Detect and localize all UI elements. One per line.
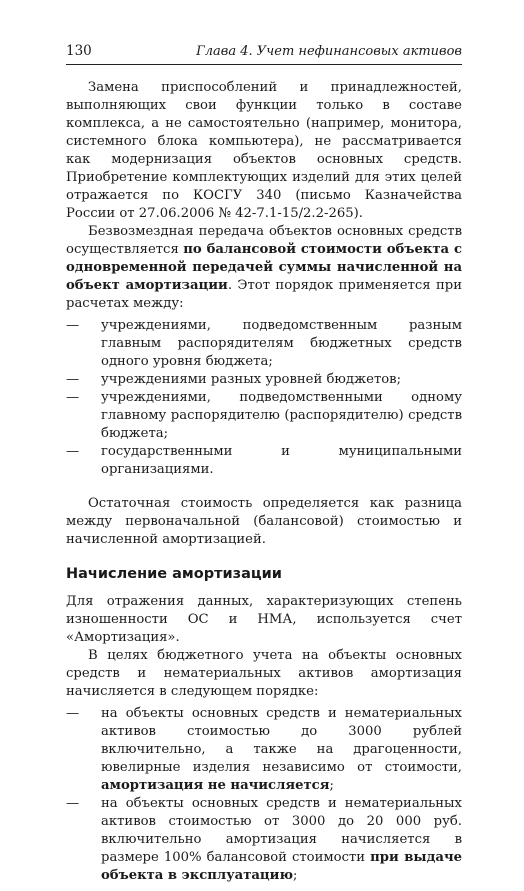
list-item [66, 795, 462, 885]
transfer-parties-list [66, 317, 462, 479]
list-item-bold: амортизация не начисляется [101, 778, 330, 793]
list-item: — учреждениями разных уровней бюджетов; [66, 371, 462, 389]
paragraph-free-transfer-bold: по балансовой стоимости объекта с одновременной передачей суммы начисленной на объект амортизации [66, 242, 462, 293]
list-item: — государственными и муниципальными организациями. [66, 443, 462, 479]
paragraph-component-replacement: Замена приспособлений и принадлежностей, выполняющих свои функции только в составе комплекса, а не самостоятельно (например, монитора, системного блока компьютера), не рассматривается как модернизация объектов основных средств. Приобретение комплектующих изделий для этих целей отражается по КОСГУ 340 (письмо Казначейства России от 27.06.2006 № 42-7.1-15/2.2-265). [66, 80, 462, 221]
list-item-text: на объекты основных средств и нематериальных активов стоимостью до 3000 рублей включительно, а также на драгоценности, ювелирные изделия независимо от стоимости, [101, 706, 462, 775]
list-item: — учреждениями, подведомственными одному главному распорядителю (распорядителю) средств бюджета; [66, 389, 462, 443]
book-page [66, 42, 462, 891]
paragraph-free-transfer-text: Безвозмездная передача объектов основных средств осуществляется [66, 224, 462, 257]
paragraph-depreciation-order: В целях бюджетного учета на объекты основных средств и нематериальных активов амортизация начисляется в следующем порядке: [66, 648, 462, 699]
paragraph-free-transfer-tail: . Этот порядок применяется при расчетах между: [66, 278, 463, 311]
depreciation-rules-list [66, 705, 462, 885]
chapter-title: Глава 4. Учет нефинансовых активов [196, 44, 462, 59]
list-item-text: на объекты основных средств и нематериальных активов стоимостью от 3000 до 20 000 руб. включительно амортизация начисляется в размере 100% балансовой стоимости [101, 796, 462, 865]
paragraph-depreciation-account: Для отражения данных, характеризующих степень изношенности ОС и НМА, используется счет «Амортизация». [66, 594, 462, 645]
section-heading: Начисление амортизации [66, 566, 282, 582]
list-item-tail: ; [292, 868, 298, 883]
list-item [66, 705, 462, 795]
paragraph-free-transfer [66, 223, 462, 313]
running-header [66, 42, 462, 65]
list-item: — учреждениями, подведомственным разным главным распорядителям бюджетных средств одного уровня бюджета; [66, 317, 462, 371]
page-number: 130 [66, 43, 92, 59]
list-item-tail: ; [329, 778, 334, 793]
paragraph-residual-value: Остаточная стоимость определяется как разница между первоначальной (балансовой) стоимостью и начисленной амортизацией. [66, 496, 462, 547]
list-item-bold: при выдаче объекта в эксплуатацию [101, 850, 462, 883]
